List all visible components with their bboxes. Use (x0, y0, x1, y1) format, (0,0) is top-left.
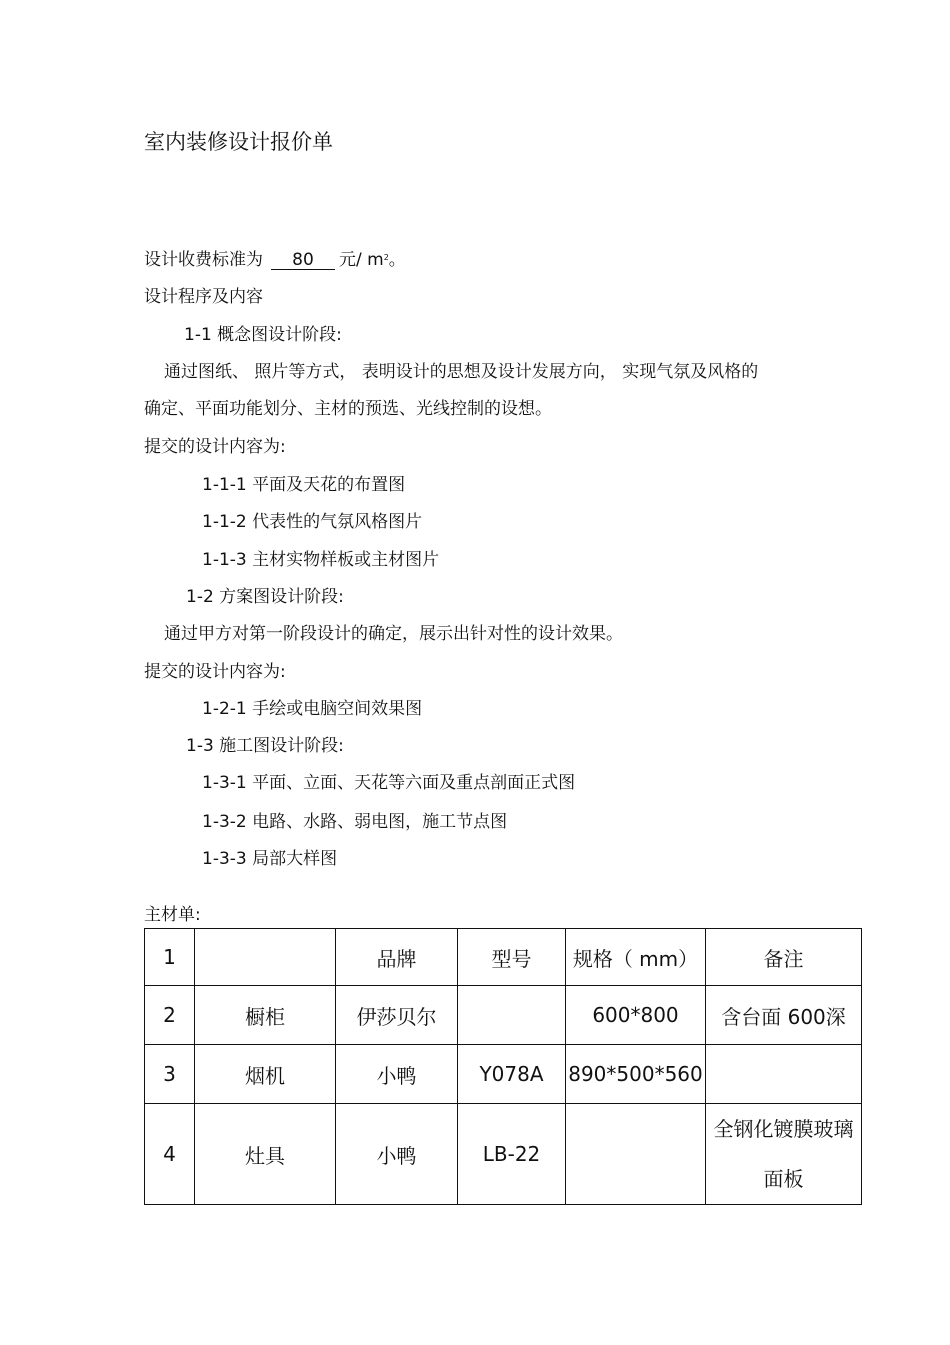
table-row (145, 1045, 862, 1104)
stage1-submit: 提交的设计内容为: (144, 437, 286, 457)
fee-unit-superscript: 2 (383, 253, 389, 262)
table-cell (458, 986, 566, 1045)
table-cell: 灶具 (195, 1104, 336, 1205)
stage1-item: 1-1-1 平面及天花的布置图 (202, 475, 406, 495)
stage2-desc: 通过甲方对第一阶段设计的确定，展示出针对性的设计效果。 (164, 624, 623, 644)
stage1-item: 1-1-3 主材实物样板或主材图片 (202, 550, 440, 570)
table-cell: 型号 (458, 929, 566, 986)
fee-suffix: 。 (388, 250, 406, 270)
table-cell: 备注 (706, 929, 862, 986)
table-cell: 小鸭 (336, 1104, 458, 1205)
stage1-item: 1-1-2 代表性的气氛风格图片 (202, 512, 423, 532)
materials-caption: 主材单: (144, 905, 201, 925)
table-cell: 品牌 (336, 929, 458, 986)
fee-value: 80 (271, 251, 335, 270)
table-cell: 含台面 600深 (706, 986, 862, 1045)
table-cell: 1 (145, 929, 195, 986)
fee-standard (144, 250, 406, 270)
fee-unit: 元/ m (339, 250, 384, 270)
fee-prefix: 设计收费标准为 (144, 250, 263, 270)
stage1-desc-line1: 通过图纸、 照片等方式， 表明设计的思想及设计发展方向， 实现气氛及风格的 (164, 362, 759, 382)
stage3-label: 1-3 施工图设计阶段: (186, 736, 344, 756)
table-cell: 全钢化镀膜玻璃面板 (706, 1104, 862, 1205)
table-cell: 2 (145, 986, 195, 1045)
table-cell: 规格（ mm） (566, 929, 706, 986)
table-row (145, 929, 862, 986)
table-cell (706, 1045, 862, 1104)
table-cell: 890*500*560 (566, 1045, 706, 1104)
table-cell: 4 (145, 1104, 195, 1205)
table-cell: 3 (145, 1045, 195, 1104)
table-cell (566, 1104, 706, 1205)
stage3-item: 1-3-1 平面、立面、天花等六面及重点剖面正式图 (202, 773, 576, 793)
stage1-desc-line2: 确定、平面功能划分、主材的预选、光线控制的设想。 (144, 399, 552, 419)
table-cell: Y078A (458, 1045, 566, 1104)
table-cell: LB-22 (458, 1104, 566, 1205)
stage3-item: 1-3-3 局部大样图 (202, 849, 338, 869)
section-heading: 设计程序及内容 (144, 287, 263, 307)
stage1-label: 1-1 概念图设计阶段: (184, 325, 342, 345)
materials-table (144, 928, 862, 1205)
table-row (145, 986, 862, 1045)
table-cell (195, 929, 336, 986)
stage3-item: 1-3-2 电路、水路、弱电图，施工节点图 (202, 812, 508, 832)
table-cell: 伊莎贝尔 (336, 986, 458, 1045)
stage2-label: 1-2 方案图设计阶段: (186, 587, 344, 607)
table-cell: 烟机 (195, 1045, 336, 1104)
table-cell: 橱柜 (195, 986, 336, 1045)
stage2-item: 1-2-1 手绘或电脑空间效果图 (202, 699, 423, 719)
table-cell: 小鸭 (336, 1045, 458, 1104)
table-row (145, 1104, 862, 1205)
page-title: 室内装修设计报价单 (144, 130, 333, 154)
stage2-submit: 提交的设计内容为: (144, 662, 286, 682)
table-cell: 600*800 (566, 986, 706, 1045)
